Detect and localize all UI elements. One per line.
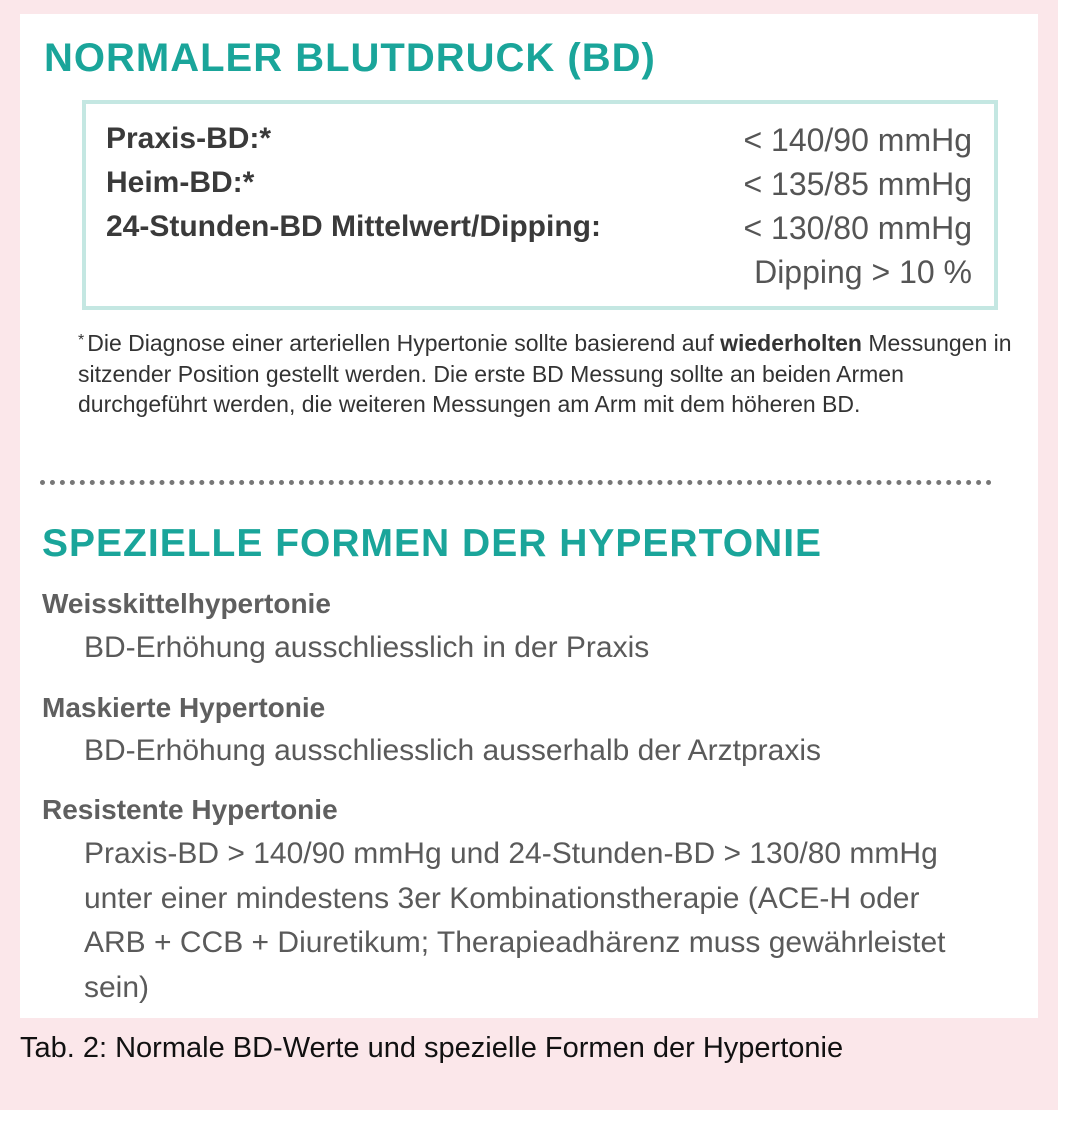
normal-bp-heading: NORMALER BLUTDRUCK (BD) xyxy=(44,36,656,80)
footnote-text-start: Die Diagnose einer arteriellen Hypertonie sollte basierend auf xyxy=(87,330,721,356)
bp-value: < 130/80 mmHg xyxy=(743,210,972,246)
bp-row-24h xyxy=(106,210,972,250)
form-desc-maskiert: BD-Erhöhung ausschliesslich ausserhalb der Arztpraxis xyxy=(84,734,822,767)
form-desc-weisskittel: BD-Erhöhung ausschliesslich in der Praxis xyxy=(84,631,650,664)
form-term-resistent: Resistente Hypertonie xyxy=(42,794,338,825)
normal-bp-box xyxy=(82,100,998,310)
bp-row-praxis xyxy=(106,122,972,162)
bp-label: 24-Stunden-BD Mittelwert/Dipping: xyxy=(106,210,601,243)
dotted-divider xyxy=(40,480,992,485)
form-term-maskiert: Maskierte Hypertonie xyxy=(42,692,326,723)
special-forms-heading: SPEZIELLE FORMEN DER HYPERTONIE xyxy=(42,522,823,565)
footnote-bold-word: wiederholten xyxy=(720,330,862,356)
bp-label: Heim-BD:* xyxy=(106,166,255,199)
bp-value: < 135/85 mmHg xyxy=(743,166,972,202)
bp-value: Dipping > 10 % xyxy=(754,254,972,290)
bp-value: < 140/90 mmHg xyxy=(743,122,972,158)
footnote-text-end: Messungen in sitzender Position gestellt werden. Die erste BD Messung sollte an beiden Armen durchgeführt werden, die weiteren Messungen am Arm mit dem höheren BD. xyxy=(78,330,1012,417)
bp-label: Praxis-BD:* xyxy=(106,122,272,155)
bp-row-dipping xyxy=(106,254,972,294)
form-term-weisskittel: Weisskittelhypertonie xyxy=(42,588,331,619)
bp-row-heim xyxy=(106,166,972,206)
footnote-asterisk: * xyxy=(78,332,85,349)
form-desc-resistent: Praxis-BD > 140/90 mmHg und 24-Stunden-BD > 130/80 mmHg unter einer mindestens 3er Kombinationstherapie (ACE-H oder ARB + CCB + Diuretikum; Therapieadhärenz muss gewährleistet sein) xyxy=(84,837,946,1004)
footnote xyxy=(78,326,1018,420)
table-panel xyxy=(20,14,1038,1018)
table-caption: Tab. 2: Normale BD-Werte und spezielle Formen der Hypertonie xyxy=(20,1032,844,1064)
